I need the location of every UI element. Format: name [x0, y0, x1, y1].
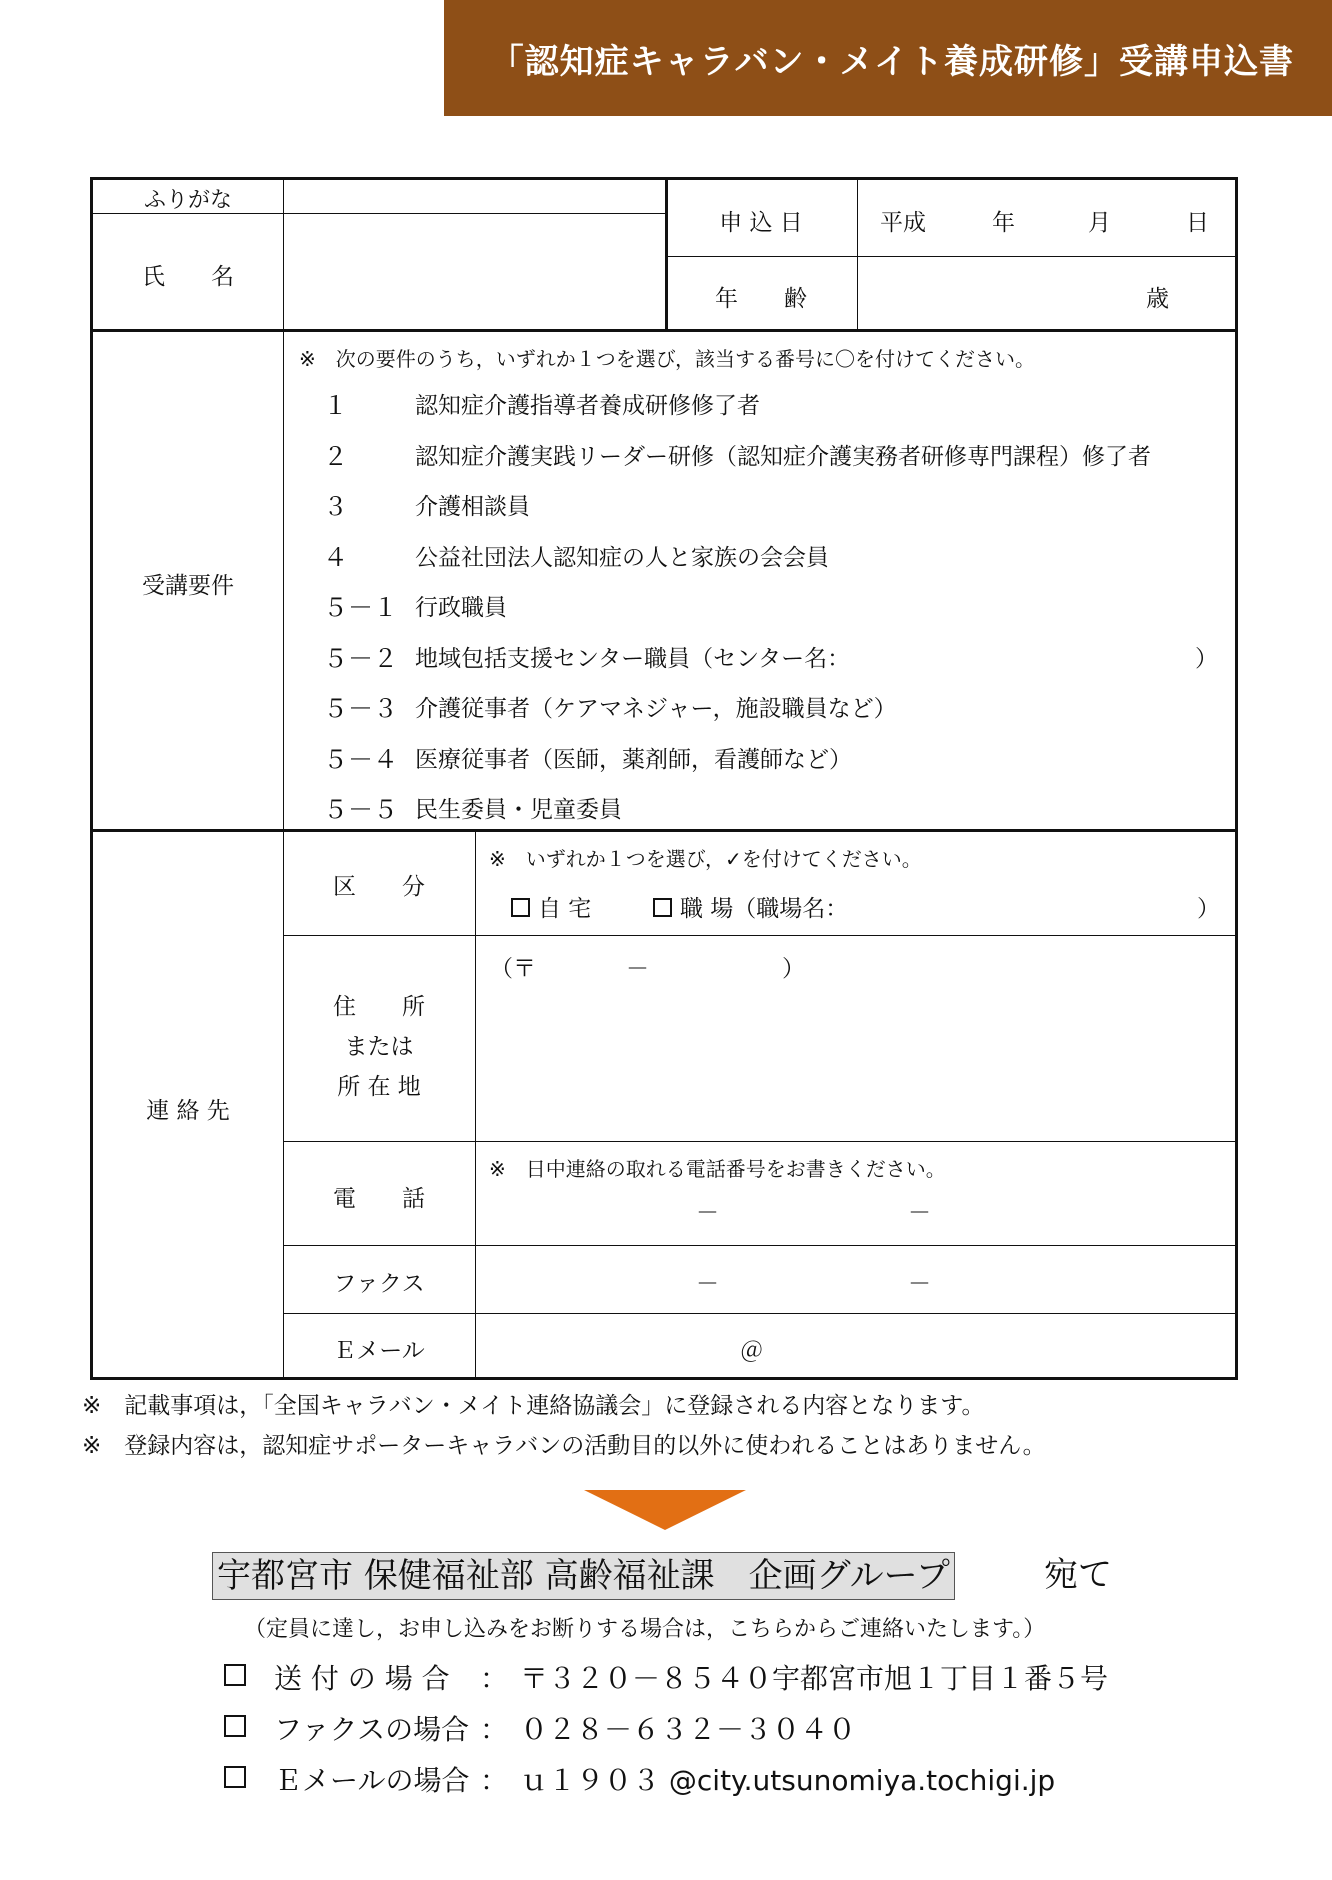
name-label: 氏 名 — [142, 264, 234, 290]
contact-value: ０２８－６３２－３０４０ — [520, 1713, 857, 1746]
fax-dash-1: － — [696, 1271, 719, 1297]
addressee: 宇都宮市 保健福祉部 高齢福祉課 企画グループ — [212, 1552, 955, 1600]
postal-dash: － — [626, 956, 649, 982]
home-checkbox[interactable] — [511, 898, 530, 917]
phone-dash-2: － — [908, 1200, 931, 1226]
postal-open: （〒 — [490, 956, 536, 982]
requirement-number[interactable]: ３ — [323, 492, 349, 521]
requirement-text: 認知症介護実践リーダー研修（認知症介護実務者研修専門課程）修了者 — [415, 444, 1151, 470]
option-work-label: 職 場（職場名： — [680, 896, 849, 922]
contact-colon: ： — [479, 1764, 508, 1797]
contact-row-mail — [224, 1657, 1108, 1697]
phone-dash-1: － — [696, 1200, 719, 1226]
requirement-text: 行政職員 — [415, 595, 507, 621]
requirement-number[interactable]: １ — [323, 391, 349, 420]
furigana-label: ふりがな — [143, 188, 233, 213]
work-close-paren: ） — [1197, 896, 1220, 922]
checkbox-icon — [224, 1715, 246, 1737]
contact-row-fax — [224, 1708, 856, 1748]
requirements-note: ※ 次の要件のうち，いずれか１つを選び，該当する番号に〇を付けてください。 — [299, 347, 1035, 371]
footnote-2: ※ 登録内容は，認知症サポーターキャラバンの活動目的以外に使われることはありません。 — [82, 1433, 1046, 1459]
category-label: 区 分 — [333, 874, 425, 900]
furigana-field[interactable] — [284, 180, 664, 213]
name-field[interactable] — [284, 214, 664, 328]
age-unit: 歳 — [1146, 286, 1169, 312]
email-at-mark: ＠ — [740, 1338, 763, 1364]
contact-value: ｕ１９０３ @city.utsunomiya.tochigi.jp — [520, 1764, 1056, 1797]
email-label: Ｅメール — [333, 1338, 425, 1364]
checkbox-icon — [224, 1766, 246, 1788]
requirement-text: 医療従事者（医師，薬剤師，看護師など） — [415, 747, 852, 773]
contact-row-email — [224, 1759, 1055, 1799]
requirement-number[interactable]: ５－４ — [323, 745, 399, 774]
application-date-label: 申 込 日 — [719, 210, 803, 236]
footnote-1: ※ 記載事項は，「全国キャラバン・メイト連絡協議会」に登録される内容となります。 — [82, 1393, 985, 1419]
address-label-3: 所 在 地 — [337, 1074, 421, 1100]
requirement-number[interactable]: ５－３ — [323, 694, 399, 723]
date-era: 平成 — [880, 210, 926, 236]
option-home[interactable] — [511, 890, 591, 923]
requirement-number[interactable]: ５－２ — [323, 644, 399, 673]
addressee-note: （定員に達し，お申し込みをお断りする場合は，こちらからご連絡いたします。） — [244, 1617, 1046, 1642]
contact-method-label: 送 付 の 場 合 — [274, 1662, 450, 1695]
contact-value: 〒３２０－８５４０宇都宮市旭１丁目１番５号 — [520, 1662, 1109, 1695]
address-field[interactable] — [476, 936, 1238, 1140]
application-date-field[interactable] — [858, 180, 1238, 256]
contact-colon: ： — [479, 1713, 508, 1746]
requirement-text: 介護相談員 — [415, 494, 530, 520]
fax-field[interactable] — [476, 1246, 1238, 1312]
address-label-2: または — [344, 1034, 414, 1060]
address-label-1: 住 所 — [333, 994, 425, 1020]
date-day: 日 — [1186, 210, 1209, 236]
date-month: 月 — [1088, 210, 1111, 236]
age-field[interactable] — [858, 257, 1238, 329]
requirement-text: 民生委員・児童委員 — [415, 797, 622, 823]
age-label: 年 齢 — [715, 286, 807, 312]
email-field[interactable] — [476, 1314, 1238, 1380]
category-note: ※ いずれか１つを選び，✓を付けてください。 — [489, 847, 922, 871]
contact-colon: ： — [479, 1662, 508, 1695]
phone-label: 電 話 — [333, 1186, 425, 1212]
fax-label: ファクス — [333, 1271, 425, 1297]
option-home-label: 自 宅 — [538, 896, 592, 922]
requirement-number[interactable]: ５－５ — [323, 795, 399, 824]
requirements-label: 受講要件 — [142, 573, 234, 599]
checkbox-icon — [224, 1664, 246, 1686]
phone-field[interactable] — [476, 1180, 1238, 1244]
requirement-text: 地域包括支援センター職員（センター名： — [415, 646, 851, 672]
phone-note: ※ 日中連絡の取れる電話番号をお書きください。 — [489, 1157, 946, 1181]
requirement-number[interactable]: ５－１ — [323, 593, 399, 622]
form-title: 「認知症キャラバン・メイト養成研修」受講申込書 — [444, 0, 1332, 116]
contact-method-label: Ｅメールの場合 — [274, 1764, 470, 1797]
requirement-number[interactable]: ４ — [323, 543, 349, 572]
application-form — [90, 177, 1238, 1380]
requirement-text: 公益社団法人認知症の人と家族の会会員 — [415, 545, 829, 571]
date-year: 年 — [992, 210, 1015, 236]
requirement-text: 認知症介護指導者養成研修修了者 — [415, 393, 760, 419]
option-work[interactable] — [653, 890, 848, 923]
down-arrow-icon — [584, 1490, 746, 1530]
fax-dash-2: － — [908, 1271, 931, 1297]
requirement-number[interactable]: ２ — [323, 442, 349, 471]
requirement-close-paren: ） — [1195, 646, 1218, 672]
requirement-text: 介護従事者（ケアマネジャー，施設職員など） — [415, 696, 897, 722]
work-checkbox[interactable] — [653, 898, 672, 917]
contact-method-label: ファクスの場合 — [274, 1713, 470, 1746]
postal-close: ） — [782, 956, 805, 982]
contact-label: 連 絡 先 — [146, 1098, 230, 1124]
addressee-suffix: 宛て — [1044, 1555, 1112, 1595]
